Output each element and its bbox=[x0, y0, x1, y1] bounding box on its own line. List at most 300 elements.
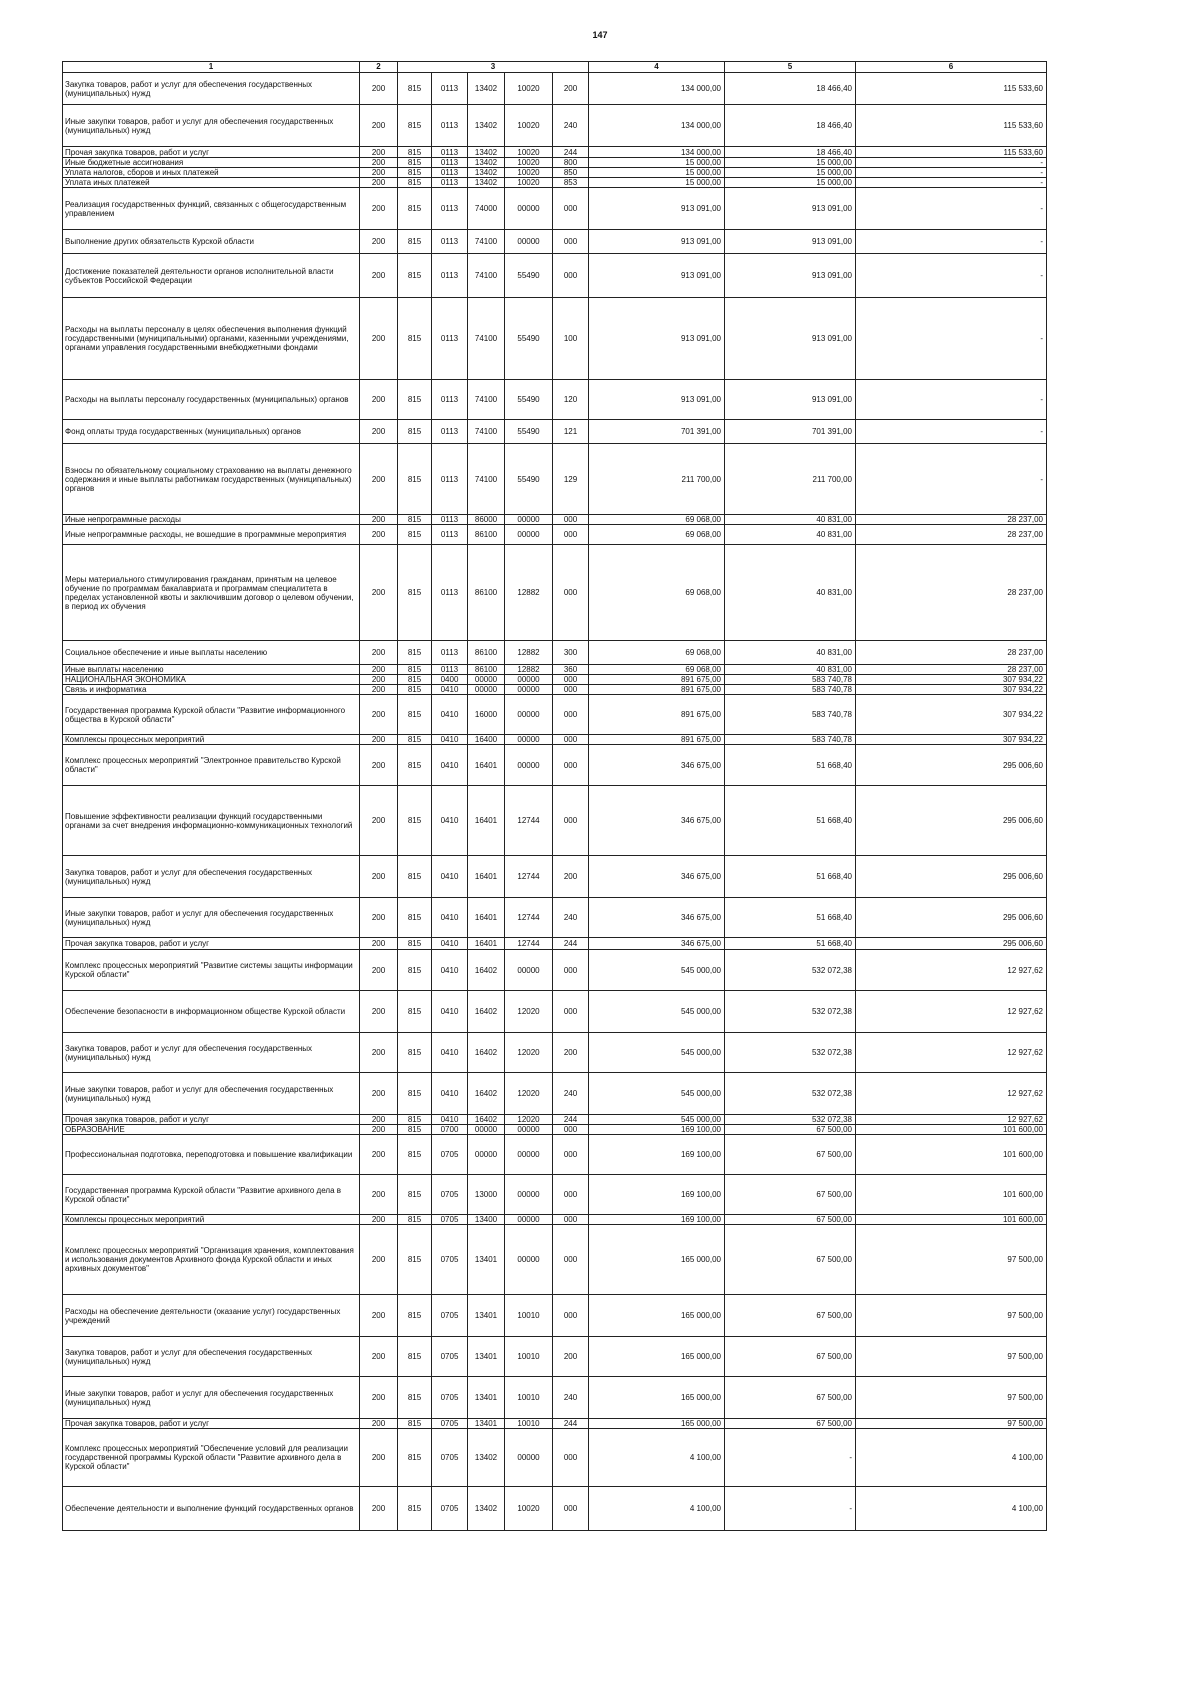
column-6-value-cell: - bbox=[856, 420, 1047, 444]
expense-type-code-cell: 000 bbox=[553, 1487, 589, 1531]
column-6-value-cell: 307 934,22 bbox=[856, 695, 1047, 735]
table-row bbox=[63, 105, 1047, 147]
expense-type-code-cell: 200 bbox=[553, 856, 589, 898]
column-4-value-cell: 134 000,00 bbox=[589, 105, 725, 147]
program-code-cell: 00000 bbox=[468, 675, 505, 685]
program-code-cell: 13401 bbox=[468, 1295, 505, 1337]
column-6-value-cell: - bbox=[856, 254, 1047, 298]
row-name-cell: НАЦИОНАЛЬНАЯ ЭКОНОМИКА bbox=[63, 675, 360, 685]
column-4-value-cell: 15 000,00 bbox=[589, 178, 725, 188]
section-code-cell: 0410 bbox=[432, 856, 468, 898]
program-code-cell: 16401 bbox=[468, 745, 505, 786]
glavnyi-code-cell: 200 bbox=[360, 1033, 398, 1073]
program-code-cell: 13401 bbox=[468, 1337, 505, 1377]
direction-code-cell: 12882 bbox=[505, 545, 553, 641]
table-row bbox=[63, 665, 1047, 675]
expense-type-code-cell: 000 bbox=[553, 1225, 589, 1295]
column-6-value-cell: 101 600,00 bbox=[856, 1215, 1047, 1225]
expense-type-code-cell: 000 bbox=[553, 735, 589, 745]
section-code-cell: 0113 bbox=[432, 298, 468, 380]
ved-code-cell: 815 bbox=[398, 786, 432, 856]
glavnyi-code-cell: 200 bbox=[360, 950, 398, 991]
column-6-value-cell: 4 100,00 bbox=[856, 1429, 1047, 1487]
ved-code-cell: 815 bbox=[398, 515, 432, 525]
column-6-value-cell: 12 927,62 bbox=[856, 1073, 1047, 1115]
column-4-value-cell: 165 000,00 bbox=[589, 1295, 725, 1337]
expense-type-code-cell: 850 bbox=[553, 168, 589, 178]
ved-code-cell: 815 bbox=[398, 545, 432, 641]
column-4-value-cell: 69 068,00 bbox=[589, 525, 725, 545]
section-code-cell: 0410 bbox=[432, 695, 468, 735]
section-code-cell: 0113 bbox=[432, 380, 468, 420]
program-code-cell: 86100 bbox=[468, 641, 505, 665]
table-body bbox=[63, 62, 1047, 1531]
glavnyi-code-cell: 200 bbox=[360, 1377, 398, 1419]
table-row bbox=[63, 1115, 1047, 1125]
section-code-cell: 0410 bbox=[432, 1073, 468, 1115]
row-name-cell: Закупка товаров, работ и услуг для обеспечения государственных (муниципальных) нужд bbox=[63, 73, 360, 105]
row-name-cell: Комплекс процессных мероприятий "Электронное правительство Курской области" bbox=[63, 745, 360, 786]
expense-type-code-cell: 121 bbox=[553, 420, 589, 444]
row-name-cell: Комплекс процессных мероприятий "Развитие системы защиты информации Курской области" bbox=[63, 950, 360, 991]
column-6-value-cell: 295 006,60 bbox=[856, 938, 1047, 950]
row-name-cell: Обеспечение деятельности и выполнение функций государственных органов bbox=[63, 1487, 360, 1531]
section-code-cell: 0410 bbox=[432, 938, 468, 950]
column-4-value-cell: 913 091,00 bbox=[589, 298, 725, 380]
column-6-value-cell: - bbox=[856, 178, 1047, 188]
program-code-cell: 16402 bbox=[468, 950, 505, 991]
direction-code-cell: 12744 bbox=[505, 938, 553, 950]
column-4-value-cell: 913 091,00 bbox=[589, 380, 725, 420]
column-4-value-cell: 4 100,00 bbox=[589, 1429, 725, 1487]
direction-code-cell: 00000 bbox=[505, 745, 553, 786]
section-code-cell: 0705 bbox=[432, 1215, 468, 1225]
section-code-cell: 0113 bbox=[432, 178, 468, 188]
row-name-cell: Комплекс процессных мероприятий "Организация хранения, комплектования и использования документов Архивного фонда Курской области и иных архивных документов" bbox=[63, 1225, 360, 1295]
glavnyi-code-cell: 200 bbox=[360, 1295, 398, 1337]
section-code-cell: 0113 bbox=[432, 168, 468, 178]
expense-type-code-cell: 100 bbox=[553, 298, 589, 380]
expense-type-code-cell: 800 bbox=[553, 158, 589, 168]
column-6-value-cell: 28 237,00 bbox=[856, 665, 1047, 675]
column-6-value-cell: - bbox=[856, 168, 1047, 178]
program-code-cell: 86100 bbox=[468, 545, 505, 641]
row-name-cell: Комплексы процессных мероприятий bbox=[63, 1215, 360, 1225]
program-code-cell: 00000 bbox=[468, 1125, 505, 1135]
ved-code-cell: 815 bbox=[398, 675, 432, 685]
expense-type-code-cell: 200 bbox=[553, 73, 589, 105]
column-5-value-cell: 51 668,40 bbox=[725, 745, 856, 786]
ved-code-cell: 815 bbox=[398, 147, 432, 158]
direction-code-cell: 10010 bbox=[505, 1337, 553, 1377]
column-5-value-cell: 583 740,78 bbox=[725, 685, 856, 695]
expense-type-code-cell: 240 bbox=[553, 105, 589, 147]
column-6-value-cell: 115 533,60 bbox=[856, 105, 1047, 147]
glavnyi-code-cell: 200 bbox=[360, 1073, 398, 1115]
column-6-value-cell: 307 934,22 bbox=[856, 685, 1047, 695]
section-code-cell: 0705 bbox=[432, 1487, 468, 1531]
direction-code-cell: 55490 bbox=[505, 444, 553, 515]
direction-code-cell: 00000 bbox=[505, 1175, 553, 1215]
column-6-value-cell: - bbox=[856, 158, 1047, 168]
direction-code-cell: 55490 bbox=[505, 420, 553, 444]
ved-code-cell: 815 bbox=[398, 1337, 432, 1377]
section-code-cell: 0705 bbox=[432, 1225, 468, 1295]
direction-code-cell: 00000 bbox=[505, 188, 553, 230]
expense-type-code-cell: 240 bbox=[553, 1377, 589, 1419]
column-4-value-cell: 891 675,00 bbox=[589, 685, 725, 695]
column-6-value-cell: 307 934,22 bbox=[856, 735, 1047, 745]
direction-code-cell: 00000 bbox=[505, 735, 553, 745]
program-code-cell: 13402 bbox=[468, 1429, 505, 1487]
table-row bbox=[63, 938, 1047, 950]
table-row bbox=[63, 695, 1047, 735]
program-code-cell: 16401 bbox=[468, 856, 505, 898]
column-6-value-cell: 295 006,60 bbox=[856, 898, 1047, 938]
column-5-value-cell: 51 668,40 bbox=[725, 898, 856, 938]
column-4-value-cell: 169 100,00 bbox=[589, 1135, 725, 1175]
section-code-cell: 0400 bbox=[432, 675, 468, 685]
direction-code-cell: 10020 bbox=[505, 147, 553, 158]
ved-code-cell: 815 bbox=[398, 745, 432, 786]
row-name-cell: Государственная программа Курской области "Развитие информационного общества в Курской области" bbox=[63, 695, 360, 735]
glavnyi-code-cell: 200 bbox=[360, 1429, 398, 1487]
column-4-value-cell: 69 068,00 bbox=[589, 545, 725, 641]
table-row bbox=[63, 188, 1047, 230]
table-row bbox=[63, 1487, 1047, 1531]
direction-code-cell: 00000 bbox=[505, 1135, 553, 1175]
column-4-value-cell: 69 068,00 bbox=[589, 515, 725, 525]
expense-type-code-cell: 000 bbox=[553, 1295, 589, 1337]
ved-code-cell: 815 bbox=[398, 991, 432, 1033]
program-code-cell: 74100 bbox=[468, 420, 505, 444]
table-row bbox=[63, 786, 1047, 856]
program-code-cell: 16402 bbox=[468, 1073, 505, 1115]
section-code-cell: 0410 bbox=[432, 898, 468, 938]
table-row bbox=[63, 1377, 1047, 1419]
row-name-cell: Закупка товаров, работ и услуг для обеспечения государственных (муниципальных) нужд bbox=[63, 856, 360, 898]
column-5-value-cell: 583 740,78 bbox=[725, 735, 856, 745]
column-5-value-cell: 583 740,78 bbox=[725, 695, 856, 735]
column-6-value-cell: 12 927,62 bbox=[856, 991, 1047, 1033]
expense-type-code-cell: 000 bbox=[553, 685, 589, 695]
expense-type-code-cell: 240 bbox=[553, 1073, 589, 1115]
column-5-value-cell: 583 740,78 bbox=[725, 675, 856, 685]
section-code-cell: 0113 bbox=[432, 641, 468, 665]
row-name-cell: Иные закупки товаров, работ и услуг для обеспечения государственных (муниципальных) нужд bbox=[63, 1073, 360, 1115]
direction-code-cell: 55490 bbox=[505, 298, 553, 380]
column-4-value-cell: 346 675,00 bbox=[589, 745, 725, 786]
expense-type-code-cell: 000 bbox=[553, 515, 589, 525]
column-4-value-cell: 169 100,00 bbox=[589, 1215, 725, 1225]
table-row bbox=[63, 1337, 1047, 1377]
expense-type-code-cell: 000 bbox=[553, 675, 589, 685]
expense-type-code-cell: 000 bbox=[553, 695, 589, 735]
section-code-cell: 0113 bbox=[432, 230, 468, 254]
column-6-value-cell: 28 237,00 bbox=[856, 545, 1047, 641]
glavnyi-code-cell: 200 bbox=[360, 168, 398, 178]
glavnyi-code-cell: 200 bbox=[360, 254, 398, 298]
ved-code-cell: 815 bbox=[398, 188, 432, 230]
column-6-value-cell: - bbox=[856, 444, 1047, 515]
row-name-cell: Профессиональная подготовка, переподготовка и повышение квалификации bbox=[63, 1135, 360, 1175]
ved-code-cell: 815 bbox=[398, 168, 432, 178]
direction-code-cell: 10010 bbox=[505, 1295, 553, 1337]
ved-code-cell: 815 bbox=[398, 254, 432, 298]
row-name-cell: Прочая закупка товаров, работ и услуг bbox=[63, 1419, 360, 1429]
section-code-cell: 0410 bbox=[432, 950, 468, 991]
ved-code-cell: 815 bbox=[398, 73, 432, 105]
program-code-cell: 74100 bbox=[468, 298, 505, 380]
expense-type-code-cell: 000 bbox=[553, 950, 589, 991]
direction-code-cell: 00000 bbox=[505, 675, 553, 685]
direction-code-cell: 00000 bbox=[505, 515, 553, 525]
direction-code-cell: 00000 bbox=[505, 1125, 553, 1135]
row-name-cell: Иные закупки товаров, работ и услуг для обеспечения государственных (муниципальных) нужд bbox=[63, 105, 360, 147]
ved-code-cell: 815 bbox=[398, 735, 432, 745]
column-5-value-cell: 532 072,38 bbox=[725, 991, 856, 1033]
ved-code-cell: 815 bbox=[398, 105, 432, 147]
row-name-cell: Достижение показателей деятельности органов исполнительной власти субъектов Российской Федерации bbox=[63, 254, 360, 298]
ved-code-cell: 815 bbox=[398, 1225, 432, 1295]
ved-code-cell: 815 bbox=[398, 1135, 432, 1175]
program-code-cell: 16402 bbox=[468, 1115, 505, 1125]
table-row bbox=[63, 147, 1047, 158]
program-code-cell: 16401 bbox=[468, 786, 505, 856]
ved-code-cell: 815 bbox=[398, 380, 432, 420]
expense-type-code-cell: 000 bbox=[553, 991, 589, 1033]
row-name-cell: Социальное обеспечение и иные выплаты населению bbox=[63, 641, 360, 665]
program-code-cell: 13402 bbox=[468, 147, 505, 158]
column-5-value-cell: - bbox=[725, 1429, 856, 1487]
row-name-cell: Уплата налогов, сборов и иных платежей bbox=[63, 168, 360, 178]
program-code-cell: 16402 bbox=[468, 1033, 505, 1073]
column-5-value-cell: 40 831,00 bbox=[725, 665, 856, 675]
column-6-value-cell: - bbox=[856, 298, 1047, 380]
table-row bbox=[63, 420, 1047, 444]
glavnyi-code-cell: 200 bbox=[360, 147, 398, 158]
ved-code-cell: 815 bbox=[398, 158, 432, 168]
glavnyi-code-cell: 200 bbox=[360, 745, 398, 786]
program-code-cell: 13000 bbox=[468, 1175, 505, 1215]
expense-type-code-cell: 000 bbox=[553, 254, 589, 298]
table-row bbox=[63, 735, 1047, 745]
table-row bbox=[63, 1135, 1047, 1175]
program-code-cell: 74100 bbox=[468, 444, 505, 515]
table-row bbox=[63, 444, 1047, 515]
column-4-value-cell: 545 000,00 bbox=[589, 1115, 725, 1125]
row-name-cell: Прочая закупка товаров, работ и услуг bbox=[63, 938, 360, 950]
expense-type-code-cell: 300 bbox=[553, 641, 589, 665]
program-code-cell: 13402 bbox=[468, 73, 505, 105]
column-4-value-cell: 165 000,00 bbox=[589, 1337, 725, 1377]
column-5-value-cell: - bbox=[725, 1487, 856, 1531]
direction-code-cell: 00000 bbox=[505, 1429, 553, 1487]
section-code-cell: 0705 bbox=[432, 1295, 468, 1337]
glavnyi-code-cell: 200 bbox=[360, 298, 398, 380]
section-code-cell: 0113 bbox=[432, 545, 468, 641]
column-6-value-cell: 97 500,00 bbox=[856, 1419, 1047, 1429]
column-5-value-cell: 18 466,40 bbox=[725, 105, 856, 147]
direction-code-cell: 55490 bbox=[505, 254, 553, 298]
column-6-value-cell: 97 500,00 bbox=[856, 1295, 1047, 1337]
expense-type-code-cell: 000 bbox=[553, 786, 589, 856]
row-name-cell: Иные закупки товаров, работ и услуг для обеспечения государственных (муниципальных) нужд bbox=[63, 898, 360, 938]
ved-code-cell: 815 bbox=[398, 1073, 432, 1115]
direction-code-cell: 10010 bbox=[505, 1419, 553, 1429]
direction-code-cell: 10010 bbox=[505, 1377, 553, 1419]
row-name-cell: Закупка товаров, работ и услуг для обеспечения государственных (муниципальных) нужд bbox=[63, 1337, 360, 1377]
column-4-value-cell: 69 068,00 bbox=[589, 641, 725, 665]
column-6-value-cell: 97 500,00 bbox=[856, 1337, 1047, 1377]
expense-type-code-cell: 360 bbox=[553, 665, 589, 675]
expense-type-code-cell: 129 bbox=[553, 444, 589, 515]
direction-code-cell: 00000 bbox=[505, 1225, 553, 1295]
section-code-cell: 0113 bbox=[432, 254, 468, 298]
ved-code-cell: 815 bbox=[398, 1115, 432, 1125]
column-header-4: 4 bbox=[589, 62, 725, 73]
glavnyi-code-cell: 200 bbox=[360, 695, 398, 735]
glavnyi-code-cell: 200 bbox=[360, 73, 398, 105]
direction-code-cell: 12020 bbox=[505, 991, 553, 1033]
budget-table bbox=[62, 61, 1047, 1531]
column-5-value-cell: 51 668,40 bbox=[725, 938, 856, 950]
table-row bbox=[63, 685, 1047, 695]
column-4-value-cell: 913 091,00 bbox=[589, 254, 725, 298]
column-header-5: 5 bbox=[725, 62, 856, 73]
row-name-cell: Уплата иных платежей bbox=[63, 178, 360, 188]
row-name-cell: Закупка товаров, работ и услуг для обеспечения государственных (муниципальных) нужд bbox=[63, 1033, 360, 1073]
section-code-cell: 0113 bbox=[432, 158, 468, 168]
column-5-value-cell: 913 091,00 bbox=[725, 230, 856, 254]
program-code-cell: 74100 bbox=[468, 380, 505, 420]
table-row bbox=[63, 1125, 1047, 1135]
section-code-cell: 0705 bbox=[432, 1429, 468, 1487]
table-row bbox=[63, 73, 1047, 105]
column-5-value-cell: 532 072,38 bbox=[725, 1115, 856, 1125]
row-name-cell: Комплекс процессных мероприятий "Обеспечение условий для реализации государственной программы Курской области "Развитие архивного дела в Курской области" bbox=[63, 1429, 360, 1487]
expense-type-code-cell: 240 bbox=[553, 898, 589, 938]
column-5-value-cell: 18 466,40 bbox=[725, 147, 856, 158]
ved-code-cell: 815 bbox=[398, 1125, 432, 1135]
column-6-value-cell: 28 237,00 bbox=[856, 641, 1047, 665]
ved-code-cell: 815 bbox=[398, 444, 432, 515]
section-code-cell: 0113 bbox=[432, 188, 468, 230]
column-6-value-cell: 115 533,60 bbox=[856, 147, 1047, 158]
column-5-value-cell: 67 500,00 bbox=[725, 1419, 856, 1429]
program-code-cell: 13402 bbox=[468, 105, 505, 147]
glavnyi-code-cell: 200 bbox=[360, 898, 398, 938]
column-6-value-cell: 101 600,00 bbox=[856, 1135, 1047, 1175]
column-5-value-cell: 67 500,00 bbox=[725, 1377, 856, 1419]
column-4-value-cell: 165 000,00 bbox=[589, 1225, 725, 1295]
column-5-value-cell: 15 000,00 bbox=[725, 178, 856, 188]
table-row bbox=[63, 525, 1047, 545]
ved-code-cell: 815 bbox=[398, 420, 432, 444]
direction-code-cell: 00000 bbox=[505, 525, 553, 545]
glavnyi-code-cell: 200 bbox=[360, 1175, 398, 1215]
column-4-value-cell: 346 675,00 bbox=[589, 938, 725, 950]
row-name-cell: Иные закупки товаров, работ и услуг для обеспечения государственных (муниципальных) нужд bbox=[63, 1377, 360, 1419]
table-row bbox=[63, 641, 1047, 665]
program-code-cell: 86100 bbox=[468, 665, 505, 675]
ved-code-cell: 815 bbox=[398, 856, 432, 898]
column-4-value-cell: 346 675,00 bbox=[589, 786, 725, 856]
direction-code-cell: 55490 bbox=[505, 380, 553, 420]
glavnyi-code-cell: 200 bbox=[360, 1125, 398, 1135]
program-code-cell: 13402 bbox=[468, 158, 505, 168]
direction-code-cell: 12744 bbox=[505, 786, 553, 856]
expense-type-code-cell: 853 bbox=[553, 178, 589, 188]
column-5-value-cell: 532 072,38 bbox=[725, 1033, 856, 1073]
ved-code-cell: 815 bbox=[398, 178, 432, 188]
column-4-value-cell: 891 675,00 bbox=[589, 695, 725, 735]
expense-type-code-cell: 000 bbox=[553, 1125, 589, 1135]
table-row bbox=[63, 168, 1047, 178]
expense-type-code-cell: 244 bbox=[553, 1419, 589, 1429]
expense-type-code-cell: 000 bbox=[553, 188, 589, 230]
column-4-value-cell: 15 000,00 bbox=[589, 168, 725, 178]
column-4-value-cell: 69 068,00 bbox=[589, 665, 725, 675]
column-4-value-cell: 134 000,00 bbox=[589, 73, 725, 105]
row-name-cell: Иные непрограммные расходы bbox=[63, 515, 360, 525]
row-name-cell: Меры материального стимулирования гражданам, принятым на целевое обучение по программам бакалавриата и программам специалитета в пределах установленной квоты и заключившим договор о целевом обучении, в период их обучения bbox=[63, 545, 360, 641]
section-code-cell: 0410 bbox=[432, 991, 468, 1033]
section-code-cell: 0113 bbox=[432, 105, 468, 147]
column-5-value-cell: 913 091,00 bbox=[725, 298, 856, 380]
section-code-cell: 0705 bbox=[432, 1135, 468, 1175]
expense-type-code-cell: 000 bbox=[553, 545, 589, 641]
row-name-cell: Обеспечение безопасности в информационном обществе Курской области bbox=[63, 991, 360, 1033]
ved-code-cell: 815 bbox=[398, 1033, 432, 1073]
column-5-value-cell: 51 668,40 bbox=[725, 786, 856, 856]
column-5-value-cell: 67 500,00 bbox=[725, 1337, 856, 1377]
section-code-cell: 0113 bbox=[432, 515, 468, 525]
glavnyi-code-cell: 200 bbox=[360, 188, 398, 230]
glavnyi-code-cell: 200 bbox=[360, 525, 398, 545]
table-row bbox=[63, 898, 1047, 938]
column-6-value-cell: 28 237,00 bbox=[856, 525, 1047, 545]
glavnyi-code-cell: 200 bbox=[360, 856, 398, 898]
program-code-cell: 74100 bbox=[468, 230, 505, 254]
column-6-value-cell: - bbox=[856, 380, 1047, 420]
ved-code-cell: 815 bbox=[398, 1419, 432, 1429]
ved-code-cell: 815 bbox=[398, 1487, 432, 1531]
section-code-cell: 0113 bbox=[432, 665, 468, 675]
column-5-value-cell: 67 500,00 bbox=[725, 1295, 856, 1337]
column-6-value-cell: 4 100,00 bbox=[856, 1487, 1047, 1531]
program-code-cell: 86000 bbox=[468, 515, 505, 525]
glavnyi-code-cell: 200 bbox=[360, 178, 398, 188]
column-4-value-cell: 913 091,00 bbox=[589, 188, 725, 230]
direction-code-cell: 12744 bbox=[505, 856, 553, 898]
column-6-value-cell: 12 927,62 bbox=[856, 950, 1047, 991]
program-code-cell: 13400 bbox=[468, 1215, 505, 1225]
table-row bbox=[63, 991, 1047, 1033]
glavnyi-code-cell: 200 bbox=[360, 1135, 398, 1175]
column-5-value-cell: 40 831,00 bbox=[725, 525, 856, 545]
program-code-cell: 16400 bbox=[468, 735, 505, 745]
table-row bbox=[63, 1295, 1047, 1337]
glavnyi-code-cell: 200 bbox=[360, 991, 398, 1033]
glavnyi-code-cell: 200 bbox=[360, 1115, 398, 1125]
program-code-cell: 86100 bbox=[468, 525, 505, 545]
column-6-value-cell: 97 500,00 bbox=[856, 1377, 1047, 1419]
table-row bbox=[63, 1429, 1047, 1487]
column-5-value-cell: 532 072,38 bbox=[725, 1073, 856, 1115]
program-code-cell: 13401 bbox=[468, 1377, 505, 1419]
table-row bbox=[63, 515, 1047, 525]
